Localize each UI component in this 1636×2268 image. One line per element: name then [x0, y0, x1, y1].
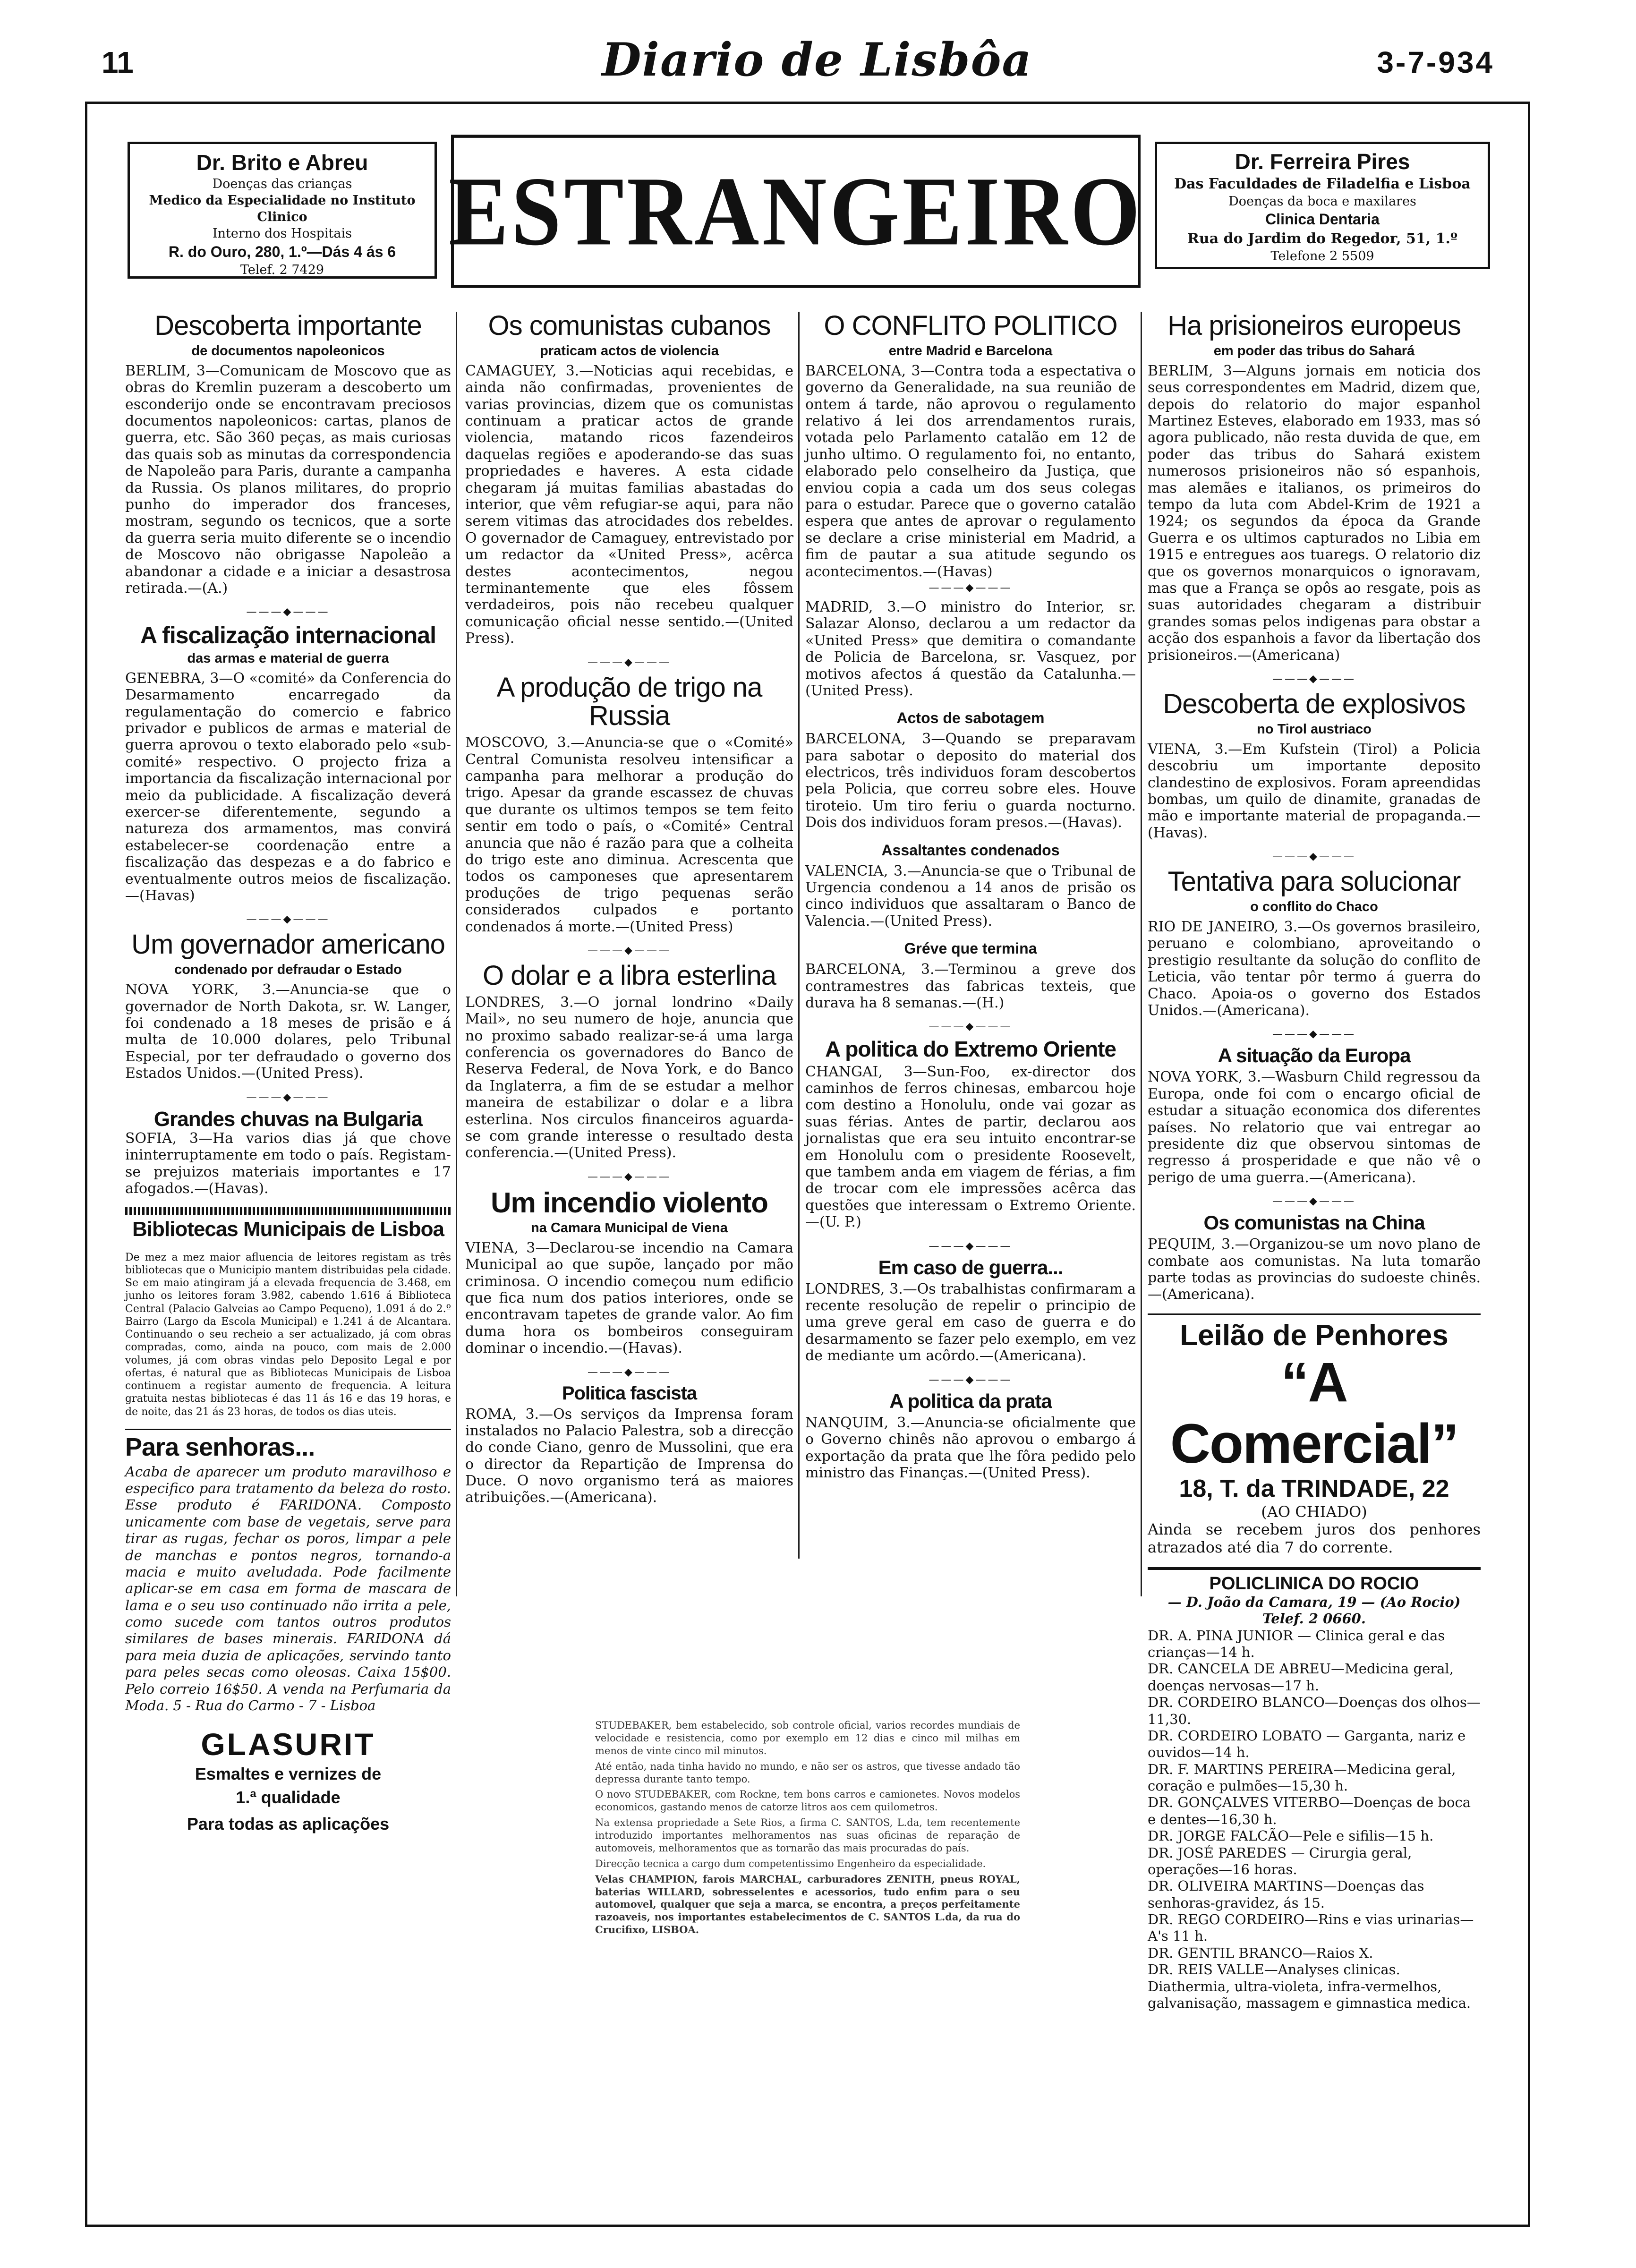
- studebaker-ad: [595, 1719, 1020, 1939]
- article: [1148, 312, 1481, 664]
- mini-ad: [125, 1429, 451, 1714]
- article: [1148, 1045, 1481, 1186]
- ad-line: Doenças da boca e maxilares: [1228, 194, 1416, 209]
- article: [125, 623, 451, 904]
- headline: Descoberta de explosivos: [1163, 688, 1466, 719]
- subheadline: o conflito do Chaco: [1250, 899, 1378, 915]
- article-body: BARCELONA, 3.—Terminou a greve dos contramestres das fabricas texteis, que durava ha 8 semanas.—(H.): [805, 961, 1136, 1011]
- poli-line: DR. CANCELA DE ABREU—Medicina geral, doenças nervosas—17 h.: [1148, 1661, 1454, 1694]
- article-body: Acaba de aparecer um produto maravilhoso e especifico para tratamento da beleza do rosto. Esse produto é FARIDONA. Composto unicamente com base de vegetais, serve para tirar as rugas, fechar os poros, limpar a pele de manchas e pontos negros, tornando-a macia e muito aveludada. Pode facilmente aplicar-se em casa em forma de mascara de lama e o seu uso continuado não irrita a pele, como sucede com tantos outros produtos similares de bases minerais. FARIDONA dá para meia duzia de aplicações, servindo tanto para peles secas como oleosas. Caixa 15$00. Pelo correio 16$50. A venda na Perfumaria da Moda. 5 - Rua do Carmo - 7 - Lisboa: [125, 1463, 451, 1714]
- comercial-ad: [1148, 1313, 1481, 1557]
- headline: A politica do Extremo Oriente: [825, 1037, 1116, 1062]
- column-rule: [798, 312, 800, 1559]
- article-body: GENEBRA, 3—O «comité» da Conferencia do Desarmamento encarregado da regulamentação do comercio e fabrico privador e publicos de armas e material de guerra aprovou o texto elaborado pelo «sub-comité» respectivo. O projecto friza a importancia da fiscalização internacional por meio da publicidade. A fiscalização deverá exercer-se diferentemente, segundo a natureza dos armamentos, mas convirá estabelecer-se coordenação entre a fiscalização das despezas e a do fabrico e eventualmente outros meios de fiscalização.—(Havas): [125, 670, 451, 904]
- headline: Leilão de Penhores: [1180, 1319, 1449, 1352]
- headline: Descoberta importante: [154, 310, 422, 341]
- headline: O dolar e a libra esterlina: [483, 960, 776, 991]
- column-4: [1148, 312, 1481, 2022]
- poli-phone: Telef. 2 0660.: [1262, 1611, 1366, 1627]
- separator: ———◆———: [246, 1091, 330, 1103]
- separator: ———◆———: [929, 581, 1013, 594]
- ad-name: Dr. Brito e Abreu: [196, 150, 368, 175]
- column-rule: [456, 312, 457, 1596]
- headline: Actos de sabotagem: [896, 709, 1045, 727]
- poli-line: DR. A. PINA JUNIOR — Clinica geral e das crianças—14 h.: [1148, 1627, 1445, 1661]
- article-body: VIENA, 3—Declarou-se incendio na Camara Municipal ao que supõe, lançado por mão criminosa. O incendio começou num edificio que fica num dos patios interiores, onde se encontravam tapetes de grande valor. Ao fim duma hora os bombeiros conseguiram dominar o incendio.—(Havas).: [465, 1239, 793, 1357]
- poli-line: DR. JOSÉ PAREDES — Cirurgia geral, operações—16 horas.: [1148, 1844, 1412, 1877]
- subheadline: no Tirol austriaco: [1257, 721, 1372, 737]
- headline: Assaltantes condenados: [881, 841, 1060, 859]
- separator: ———◆———: [929, 1373, 1013, 1386]
- article: [125, 312, 451, 597]
- article-body: Ainda se recebem juros dos penhores atrazados até dia 7 do corrente.: [1148, 1520, 1481, 1557]
- poli-line: DR. F. MARTINS PEREIRA—Medicina geral, coração e pulmões—15,30 h.: [1148, 1761, 1456, 1794]
- comercial-name: “A Comercial”: [1170, 1351, 1458, 1475]
- separator: ———◆———: [246, 913, 330, 926]
- article: [465, 1188, 793, 1357]
- poli-line: DR. REIS VALLE—Analyses clinicas.: [1148, 1961, 1400, 1978]
- ad-line: Interno dos Hospitais: [212, 226, 352, 241]
- separator: ———◆———: [929, 1240, 1013, 1252]
- studebaker-paragraph: Na extensa propriedade a Sete Rios, a firma C. SANTOS, L.da, tem recentemente introduzido importantes melhoramentos nas suas oficinas de reparação de automoveis, melhoramentos que as tornarão das mais procuradas do país.: [595, 1817, 1020, 1854]
- headline: Bibliotecas Municipais de Lisboa: [132, 1218, 444, 1241]
- article: [805, 312, 1136, 699]
- ad-line: 1.ª qualidade: [236, 1787, 341, 1807]
- hatch-rule: [125, 1207, 451, 1215]
- article: [805, 1257, 1136, 1364]
- subheadline: entre Madrid e Barcelona: [888, 343, 1053, 358]
- article: [465, 1383, 793, 1506]
- section-title: ESTRANGEIRO: [451, 135, 1141, 288]
- headline: Para senhoras...: [125, 1432, 315, 1461]
- poli-line: DR. OLIVEIRA MARTINS—Doenças das senhoras-gravidez, ás 15.: [1148, 1878, 1424, 1911]
- separator: ———◆———: [1272, 851, 1356, 863]
- studebaker-paragraph: Velas CHAMPION, farois MARCHAL, carburadores ZENITH, pneus ROYAL, baterias WILLARD, sobresselentes e acessorios, tudo enfim para o seu automovel, qualquer que seja a marca, se encontra, a preços perfeitamente razoaveis, nos importantes estabelecimentos de C. SANTOS L.da, da rua do Crucifixo, LISBOA.: [595, 1873, 1020, 1936]
- studebaker-paragraph: O novo STUDEBAKER, com Rockne, tem bons carros e camionetes. Novos modelos economicos, gastando menos de catorze litros aos cem quilometros.: [595, 1789, 1020, 1813]
- headline: A produção de trigo na Russia: [496, 672, 762, 732]
- headline: A politica da prata: [889, 1390, 1052, 1412]
- headline: A situação da Europa: [1218, 1044, 1411, 1067]
- ad-dr-ferreira-pires: [1155, 142, 1490, 269]
- article-body: VIENA, 3.—Em Kufstein (Tirol) a Policia descobriu um importante deposito clandestino de explosivos. Foram apreendidas bombas, um quilo de dinamite, granadas de mão e importante material de propaganda.—(Havas).: [1148, 741, 1481, 841]
- separator: ———◆———: [246, 606, 330, 618]
- headline: Ha prisioneiros europeus: [1167, 310, 1461, 341]
- article-body: MOSCOVO, 3.—Anuncia-se que o «Comité» Central Comunista resolveu intensificar a campanha para melhorar a produção do trigo. Apesar da grande escassez de chuvas que durante os ultimos tempos se tem feito sentir em todo o país, o «Comité» Central anuncia que não é razão para que a colheita do trigo este ano diminua. Acrescenta que todos os camponeses que apresentarem produções de trigo pequenas serão considerados culpados e portanto condenados á morte.—(United Press): [465, 734, 793, 935]
- column-1: [125, 312, 451, 1844]
- article-body: CHANGAI, 3—Sun-Foo, ex-director dos caminhos de ferros chinesas, embarcou hoje com destino a Honolulu, onde vai gozar as suas férias. Antes de partir, declarou aos jornalistas que era seu intuito encontrar-se em Honolulu com o presidente Roosevelt, que tambem anda em viagem de férias, a fim de trocar com ele impressões acêrca das questões que interessam o Extremo Oriente.—(U. P.): [805, 1063, 1136, 1231]
- article-body: ROMA, 3.—Os serviços da Imprensa foram instalados no Palacio Palestra, sob a direcção do conde Ciano, genro de Mussolini, que era o director da Repartição de Imprensa do Duce. O novo organismo terá as maiores atribuições.—(Americana).: [465, 1406, 793, 1506]
- article: [125, 1219, 451, 1418]
- separator: ———◆———: [1272, 673, 1356, 685]
- article-body: RIO DE JANEIRO, 3.—Os governos brasileiro, peruano e colombiano, aproveitando o prestigio resultante da solução do conflito de Leticia, vão tentar pôr termo á guerra do Chaco. Apoia-os o governo dos Estados Unidos.—(Americana).: [1148, 919, 1481, 1019]
- article-body: VALENCIA, 3.—Anuncia-se que o Tribunal de Urgencia condenou a 14 anos de prisão os cinco individuos que assaltaram o Banco de Valencia.—(United Press).: [805, 862, 1136, 929]
- separator: ———◆———: [588, 1366, 671, 1378]
- subheadline: das armas e material de guerra: [187, 650, 389, 666]
- separator: ———◆———: [1272, 1028, 1356, 1040]
- newspaper-masthead: Diario de Lisbôa: [602, 33, 1032, 86]
- poli-line: DR. GENTIL BRANCO—Raios X.: [1148, 1944, 1373, 1961]
- headline: POLICLINICA DO ROCIO: [1209, 1573, 1419, 1594]
- poli-address: — D. João da Camara, 19 — (Ao Rocio): [1167, 1594, 1461, 1610]
- studebaker-paragraph: STUDEBAKER, bem estabelecido, sob controle oficial, varios recordes mundiais de velocidade e resistencia, como por exemplo em 12 dias e cinco mil milhas em menos de vinte cinco mil minutos.: [595, 1720, 1020, 1756]
- ad-line: Medico da Especialidade no Instituto Clinico: [149, 193, 416, 225]
- headline: Em caso de guerra...: [878, 1256, 1063, 1279]
- comercial-chiado: (AO CHIADO): [1261, 1503, 1367, 1521]
- separator: ———◆———: [588, 1170, 671, 1183]
- subheadline: na Camara Municipal de Viena: [531, 1220, 728, 1236]
- column-3: [805, 312, 1136, 1492]
- ad-name: Dr. Ferreira Pires: [1235, 149, 1410, 174]
- article-body: NANQUIM, 3.—Anuncia-se oficialmente que o Governo chinês não aprovou o embargo á exportação da prata que lhe fôra pedido pelo ministro das Finanças.—(United Press).: [805, 1414, 1136, 1481]
- ad-line: Rua do Jardim do Regedor, 51, 1.º: [1187, 230, 1458, 247]
- article: [465, 962, 793, 1161]
- ad-line: Telefone 2 5509: [1270, 248, 1374, 264]
- headline: Os comunistas na China: [1203, 1211, 1425, 1234]
- ad-line: Para todas as aplicações: [187, 1814, 390, 1833]
- comercial-address: 18, T. da TRINDADE, 22: [1179, 1475, 1449, 1503]
- article: [465, 312, 793, 647]
- headline: Os comunistas cubanos: [488, 310, 771, 341]
- page-number: 11: [102, 45, 134, 79]
- headline: GLASURIT: [201, 1727, 375, 1762]
- separator: ———◆———: [588, 945, 671, 956]
- article-body: LONDRES, 3.—O jornal londrino «Daily Mail», no seu numero de hoje, anuncia que no proximo sabado realizar-se-á uma larga conferencia os governadores do Banco de Reserva Federal, de Nova York, e do Banco da Inglaterra, a fim de se estudar a melhor maneira de estabilizar o dolar e a libra esterlina. Nos circulos financeiros aguarda-se com grande interesse o resultado desta conferencia.—(United Press).: [465, 994, 793, 1161]
- article: [805, 1391, 1136, 1482]
- subheadline: de documentos napoleonicos: [191, 343, 385, 358]
- article-body: BERLIM, 3—Alguns jornais em noticia dos seus correspondentes em Madrid, dizem que, depois do relatorio do major espanhol Martinez Esteves, elaborado em 1933, mas só agora publicado, não resta duvida de que, em poder das tribus do Sahará existem numerosos prisioneiros não só espanhois, mas alemães e italianos, os primeiros do tempo da luta com Abdel-Krim de 1921 a 1924; os segundos da época da Grande Guerra e os ultimos capturados no Libia em 1915 e entregues aos tuaregs. O relatorio diz que os governos monarquicos o ignoravam, mas que a França se opôs ao resgate, pois as suas autoridades chegaram a distribuir grandes somas pelos indigenas para obstar a acção dos espanhois a favor da libertação dos prisioneiros.—(Americana): [1148, 362, 1481, 664]
- headline: Gréve que termina: [904, 940, 1037, 957]
- column-rule: [1141, 312, 1142, 1596]
- column-2: [465, 312, 793, 1517]
- article: [465, 674, 793, 935]
- poli-line: DR. GONÇALVES VITERBO—Doenças de boca e dentes—16,30 h.: [1148, 1794, 1471, 1827]
- separator: ———◆———: [1272, 1195, 1356, 1208]
- article-body: LONDRES, 3.—Os trabalhistas confirmaram a recente resolução de repelir o principio de uma greve geral em caso de guerra e do desarmamento se fazer pelo exemplo, em vez de mediante um acôrdo.—(Americana).: [805, 1280, 1136, 1364]
- headline: A fiscalização internacional: [140, 622, 436, 649]
- ad-line: R. do Ouro, 280, 1.º—Dás 4 ás 6: [168, 243, 396, 260]
- headline: Grandes chuvas na Bulgaria: [153, 1107, 423, 1131]
- article-body: BARCELONA, 3—Contra toda a espectativa o governo da Generalidade, na sua reunião de ontem á tarde, não aprovou o regulamento relativo á lei dos arrendamentos rurais, votada pelo Parlamento catalão em 12 de junho ultimo. O regulamento foi, no entanto, elaborado pelo conselheiro da Justiça, que enviou copia a cada um dos seus colegas para o estudar. Parece que o governo catalão espera que antes de aprovar o regulamento se declare a crise ministerial em Madrid, a fim de pautar a sua atitude segundo os acontecimentos.—(Havas): [805, 362, 1136, 580]
- poli-line: DR. JORGE FALCÃO—Pele e sifilis—15 h.: [1148, 1828, 1434, 1844]
- ad-line: Telef. 2 7429: [240, 263, 324, 278]
- article: [805, 709, 1136, 831]
- article-body: SOFIA, 3—Ha varios dias já que chove ininterruptamente em todo o país. Registam-se prejuizos materiais importantes e 17 afogados.—(Havas).: [125, 1130, 451, 1197]
- poli-line: Diathermia, ultra-violeta, infra-vermelhos, galvanisação, massagem e gimnastica medica.: [1148, 1978, 1471, 2011]
- glasurit-ad: [125, 1728, 451, 1833]
- article-body: BERLIM, 3—Comunicam de Moscovo que as obras do Kremlin puzeram a descoberto um esconderijo onde se encontravam preciosos documentos napoleonicos: cartas, planos de guerra, etc. São 360 peças, as mais curiosas das quais sob as minutas da correspondencia de Napoleão para Paris, durante a campanha da Russia. Os planos militares, do proprio punho do imperador dos franceses, mostram, segundo os tecnicos, que a sorte da guerra seria muito diferente se o incendio de Moscovo não obrigasse Napoleão a abandonar a cidade e a iniciar a desastrosa retirada.—(A.): [125, 362, 451, 597]
- article: [125, 930, 451, 1082]
- subheadline: em poder das tribus do Sahará: [1213, 343, 1415, 358]
- ad-dr-brito-e-abreu: [128, 142, 437, 279]
- subheadline: praticam actos de violencia: [540, 343, 719, 358]
- poli-line: DR. CORDEIRO BLANCO—Doenças dos olhos—11,30.: [1148, 1694, 1481, 1727]
- article: [805, 940, 1136, 1011]
- article-body: NOVA YORK, 3.—Anuncia-se que o governador de North Dakota, sr. W. Langer, foi condenado a 18 meses de prisão e á multa de 10.000 dolares, pelo Tribunal Especial, por ter defraudado o governo dos Estados Unidos.—(United Press).: [125, 981, 451, 1082]
- article: [1148, 868, 1481, 1019]
- article-body: De mez a mez maior afluencia de leitores registam as três bibliotecas que o Municipio mantem distribuidas pela cidade. Se em maio atingiram já a elevada frequencia de 3.468, em junho os leitores foram 3.982, cabendo 1.616 á Biblioteca Central (Palacio Galveias ao Campo Pequeno), 1.091 á do 2.º Bairro (Largo da Escola Municipal) e 1.241 á de Alcantara. Continuando o seu recheio a ser actualizado, já com obras compradas, como, ainda na pouco, com mais de 2.000 volumes, já com obras vindas pelo Deposito Legal e por ofertas, é natural que as Bibliotecas Municipais de Lisboa continuem a registar aumento de frequencia. A leitura gratuita nestas bibliotecas é das 11 ás 16 e das 19 horas, e de noite, das 21 ás 23 horas, de todos os dias uteis.: [125, 1251, 451, 1418]
- ad-line: Esmaltes e vernizes de: [195, 1764, 382, 1783]
- headline: Um incendio violento: [491, 1186, 768, 1219]
- article: [805, 1038, 1136, 1230]
- article-body: MADRID, 3.—O ministro do Interior, sr. Salazar Alonso, declarou a um redactor da «United Press» que demitira o comandante de Policia de Barcelona, sr. Vasquez, por motivos afectos á questão da Catalunha.—(United Press).: [805, 598, 1136, 699]
- headline: O CONFLITO POLITICO: [824, 310, 1117, 341]
- page-date: 3-7-934: [1377, 45, 1494, 79]
- subheadline: condenado por defraudar o Estado: [174, 962, 402, 978]
- studebaker-paragraph: Direcção tecnica a cargo dum competentissimo Engenheiro da especialidade.: [595, 1858, 986, 1869]
- article-body: BARCELONA, 3—Quando se preparavam para sabotar o deposito do material dos electricos, três individuos foram descobertos pela Policia, que correu sobre eles. Houve tiroteio. Um tiro feriu o guarda nocturno. Dois dos individuos foram presos.—(Havas).: [805, 731, 1136, 831]
- article: [805, 842, 1136, 930]
- headline: Politica fascista: [562, 1382, 697, 1404]
- poli-line: DR. CORDEIRO LOBATO — Garganta, nariz e ouvidos—14 h.: [1148, 1727, 1466, 1761]
- ad-line: Clinica Dentaria: [1265, 211, 1380, 228]
- poli-line: DR. REGO CORDEIRO—Rins e vias urinarias—A's 11 h.: [1148, 1911, 1474, 1944]
- policlinica-ad: [1148, 1567, 1481, 2012]
- article: [1148, 690, 1481, 841]
- ad-line: Doenças das crianças: [212, 177, 352, 192]
- article-body: PEQUIM, 3.—Organizou-se um novo plano de combate aos comunistas. Na luta tomarão parte todas as provincias do sudoeste chinês.—(Americana).: [1148, 1236, 1481, 1303]
- article: [125, 1108, 451, 1197]
- article-body: NOVA YORK, 3.—Wasburn Child regressou da Europa, onde foi com o encargo oficial de estudar a situação economica dos diferentes países. No relatorio que vai entregar ao presidente diz que observou sintomas de regresso á prosperidade e que não vê o perigo de uma guerra.—(Americana).: [1148, 1069, 1481, 1186]
- studebaker-paragraph: Até então, nada tinha havido no mundo, e não ser os astros, que tivesse andado tão depressa durante tanto tempo.: [595, 1760, 1020, 1785]
- headline: Um governador americano: [131, 929, 445, 960]
- separator: ———◆———: [929, 1021, 1013, 1033]
- article-body: CAMAGUEY, 3.—Noticias aqui recebidas, e ainda não confirmadas, provenientes de varias provincias, dizem que os comunistas continuam a praticar actos de grande violencia, matando ricos fazendeiros daquelas regiões e apoderando-se das suas propriedades e haveres. A esta cidade chegaram já muitas familias abastadas do interior, que vêm refugiar-se aqui, para não serem vitimas das atrocidades dos rebeldes. O governador de Camaguey, entrevistado por um redactor da «United Press», acêrca destes acontecimentos, negou terminantemente que eles fôssem verdadeiros, pois não recebeu qualquer comunicação oficial nesse sentido.—(United Press).: [465, 362, 793, 647]
- ad-line: Das Faculdades de Filadelfia e Lisboa: [1174, 176, 1471, 193]
- headline: Tentativa para solucionar: [1167, 866, 1461, 897]
- separator: ———◆———: [588, 656, 671, 668]
- article: [1148, 1212, 1481, 1303]
